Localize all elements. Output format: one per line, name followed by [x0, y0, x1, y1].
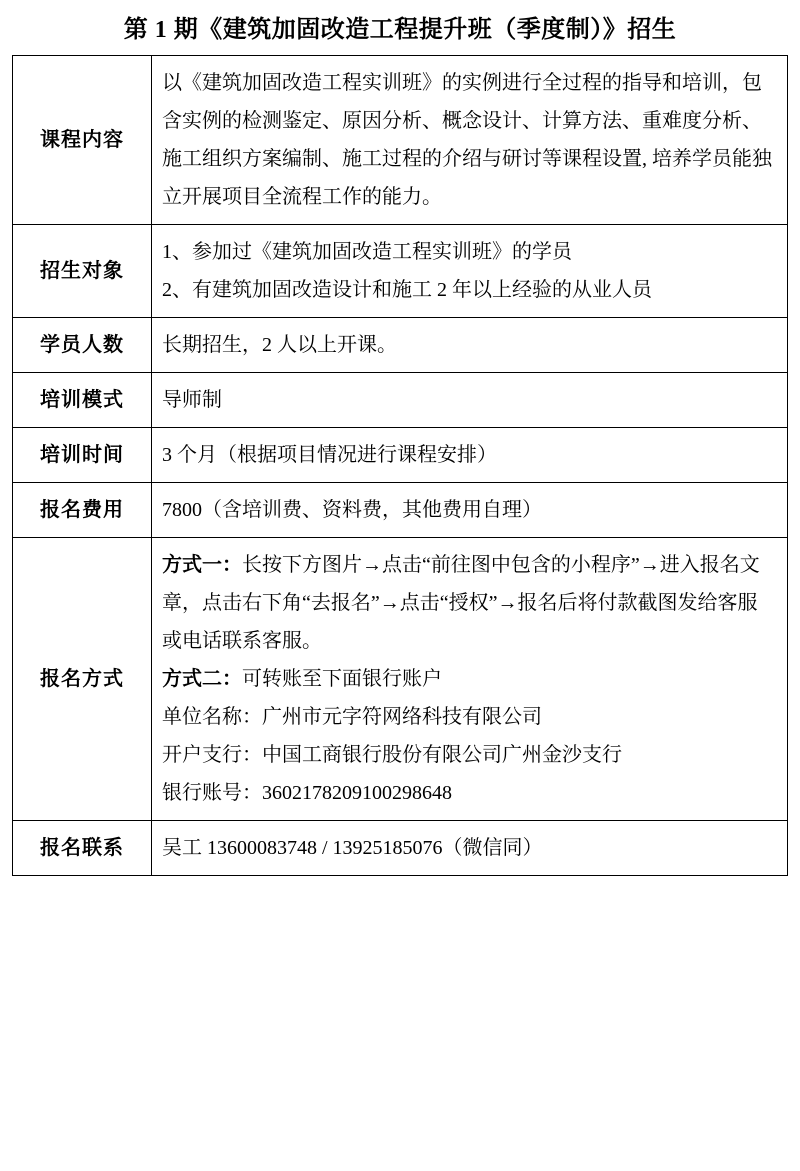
- text-line-company-name: 单位名称：广州市元字符网络科技有限公司: [162, 705, 542, 728]
- row-label-contact: 报名联系: [13, 820, 152, 875]
- table-row: [13, 482, 788, 537]
- page-title: 第 1 期《建筑加固改造工程提升班（季度制）》招生: [123, 17, 677, 43]
- row-value-training-duration: [152, 427, 788, 482]
- row-label-course-content: 课程内容: [13, 55, 152, 224]
- text-line: 2、有建筑加固改造设计和施工 2 年以上经验的从业人员: [162, 278, 652, 301]
- row-value-admission-target: [152, 224, 788, 317]
- row-label-student-count: 学员人数: [13, 317, 152, 372]
- row-value-course-content: [152, 55, 788, 224]
- row-label-training-mode: 培训模式: [13, 372, 152, 427]
- row-value-contact: [152, 820, 788, 875]
- table-row: [13, 820, 788, 875]
- text-line-bank-branch: 开户支行：中国工商银行股份有限公司广州金沙支行: [162, 743, 622, 766]
- text-line-method-two: 方式二：可转账至下面银行账户: [162, 667, 442, 690]
- text-line-method-one: 方式一：长按下方图片→点击“前往图中包含的小程序”→进入报名文章，点击右下角“去报名”→点击“授权”→报名后将付款截图发给客服或电话联系客服。: [162, 553, 760, 652]
- row-label-enrollment-method: 报名方式: [13, 537, 152, 820]
- table-row: [13, 55, 788, 224]
- table-row: [13, 427, 788, 482]
- text-line: 以《建筑加固改造工程实训班》的实例进行全过程的指导和培训，包含实例的检测鉴定、原因分析、概念设计、计算方法、重难度分析、施工组织方案编制、施工过程的介绍与研讨等课程设置, 培养学员能独立开展项目全流程工作的能力。: [162, 71, 772, 208]
- table-row: [13, 317, 788, 372]
- row-value-student-count: [152, 317, 788, 372]
- text-line: 3 个月（根据项目情况进行课程安排）: [162, 443, 497, 466]
- row-value-fee: [152, 482, 788, 537]
- row-value-enrollment-method: [152, 537, 788, 820]
- row-value-training-mode: [152, 372, 788, 427]
- row-label-fee: 报名费用: [13, 482, 152, 537]
- text-line: 长期招生，2 人以上开课。: [162, 333, 397, 356]
- table-row: [13, 372, 788, 427]
- course-info-table: [12, 55, 788, 876]
- row-label-admission-target: 招生对象: [13, 224, 152, 317]
- text-line: 1、参加过《建筑加固改造工程实训班》的学员: [162, 240, 572, 263]
- table-row: [13, 537, 788, 820]
- row-label-training-duration: 培训时间: [13, 427, 152, 482]
- text-line: 7800（含培训费、资料费，其他费用自理）: [162, 498, 542, 521]
- table-row: [13, 224, 788, 317]
- text-line-bank-account: 银行账号：3602178209100298648: [162, 781, 452, 804]
- text-line: 导师制: [162, 388, 222, 411]
- text-line: 吴工 13600083748 / 13925185076（微信同）: [162, 836, 543, 859]
